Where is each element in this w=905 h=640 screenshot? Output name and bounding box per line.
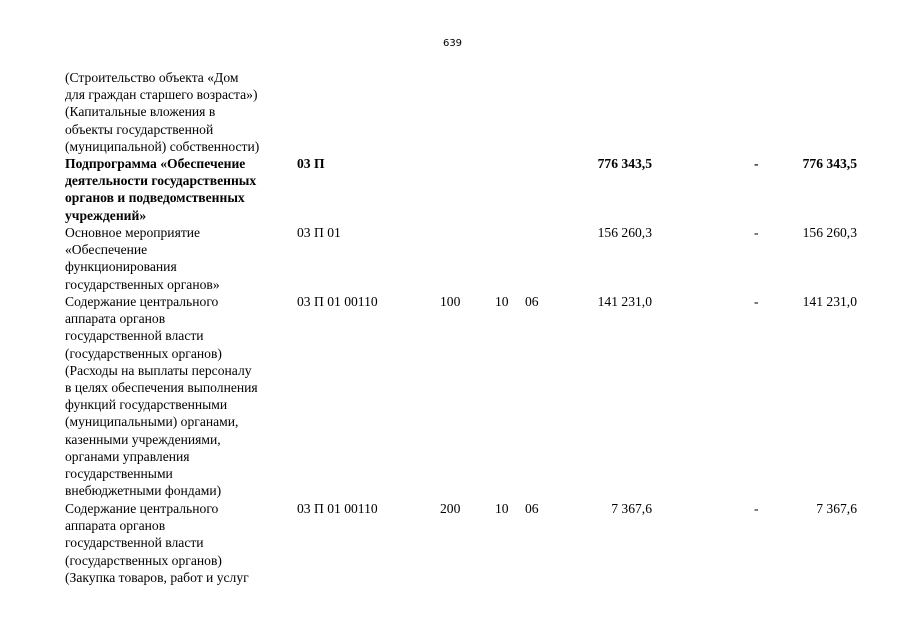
row-code: 03 П	[297, 156, 325, 171]
row-expense-type: 100	[440, 294, 461, 309]
row-name-line: Подпрограмма «Обеспечение	[65, 156, 246, 171]
row-name-line: (Закупка товаров, работ и услуг	[65, 569, 249, 585]
row-name	[65, 69, 287, 155]
row-amount-change: -	[754, 225, 759, 240]
row-name	[65, 155, 287, 224]
row-name-line: государственных органов»	[65, 276, 220, 292]
row-name-line: органов и подведомственных	[65, 190, 245, 206]
row-name-line: государственными	[65, 466, 173, 482]
row-name-line: (Строительство объекта «Дом	[65, 70, 239, 85]
row-name-line: государственной власти	[65, 328, 204, 344]
row-name-line: «Обеспечение	[65, 242, 148, 258]
page-number: 639	[442, 38, 463, 49]
row-amount-change: -	[754, 501, 759, 516]
row-name-line: Основное мероприятие	[65, 225, 201, 240]
row-amount-plan: 7 367,6	[611, 501, 652, 516]
row-name-line: учреждений»	[65, 207, 147, 223]
row-name-line: объекты государственной	[65, 121, 214, 137]
row-name-line: (государственных органов)	[65, 345, 222, 361]
row-subsection: 06	[525, 294, 539, 309]
row-name-line: государственной власти	[65, 535, 204, 551]
row-name-line: аппарата органов	[65, 518, 166, 534]
row-name-line: (Расходы на выплаты персоналу	[65, 362, 252, 378]
row-amount-total: 141 231,0	[802, 294, 857, 309]
row-name-line: органами управления	[65, 448, 190, 464]
row-amount-total: 156 260,3	[802, 225, 857, 240]
row-expense-type: 200	[440, 501, 461, 516]
row-name	[65, 500, 287, 586]
row-subsection: 06	[525, 501, 539, 516]
row-name-line: (Капитальные вложения в	[65, 104, 216, 120]
row-name-line: функций государственными	[65, 397, 228, 413]
row-code: 03 П 01	[297, 225, 341, 240]
row-name-line: для граждан старшего возраста»)	[65, 87, 258, 103]
row-name-line: Содержание центрального	[65, 294, 219, 309]
row-name-line: казенными учреждениями,	[65, 431, 221, 447]
row-amount-plan: 776 343,5	[597, 156, 652, 171]
row-name-line: в целях обеспечения выполнения	[65, 380, 258, 396]
row-name-line: (муниципальными) органами,	[65, 414, 239, 430]
row-name-line: Содержание центрального	[65, 501, 219, 516]
row-code: 03 П 01 00110	[297, 294, 378, 309]
row-name-line: функционирования	[65, 259, 177, 275]
row-amount-plan: 141 231,0	[597, 294, 652, 309]
row-section: 10	[495, 501, 509, 516]
row-amount-plan: 156 260,3	[597, 225, 652, 240]
row-name-line: (государственных органов)	[65, 552, 222, 568]
row-section: 10	[495, 294, 509, 309]
row-name	[65, 224, 287, 293]
row-code: 03 П 01 00110	[297, 501, 378, 516]
row-amount-total: 7 367,6	[816, 501, 857, 516]
row-name	[65, 293, 287, 499]
row-amount-change: -	[754, 156, 759, 171]
row-amount-total: 776 343,5	[802, 156, 857, 171]
row-amount-change: -	[754, 294, 759, 309]
row-name-line: деятельности государственных	[65, 173, 257, 189]
row-name-line: внебюджетными фондами)	[65, 483, 222, 499]
row-name-line: аппарата органов	[65, 311, 166, 327]
row-name-line: (муниципальной) собственности)	[65, 138, 260, 154]
